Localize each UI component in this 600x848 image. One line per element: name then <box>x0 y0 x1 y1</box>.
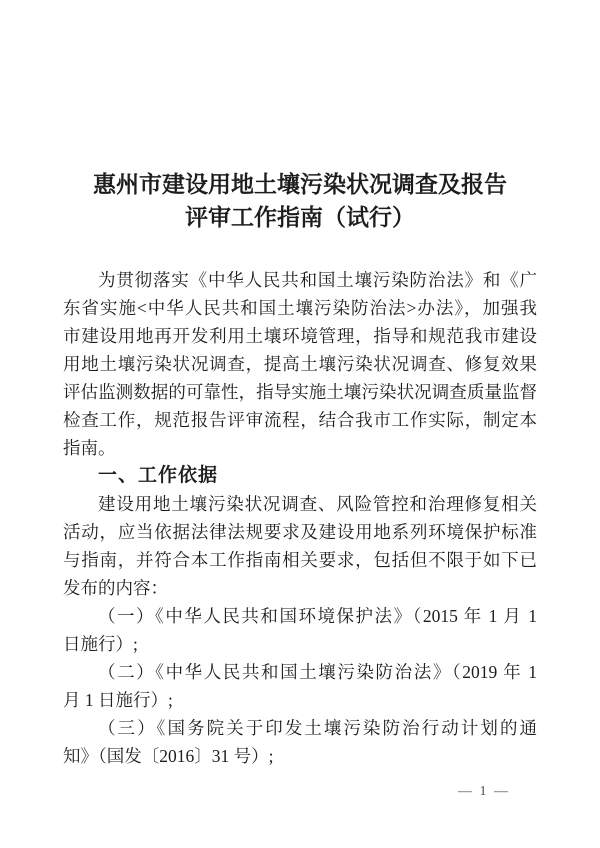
list-item-line: （二）《中华人民共和国土壤污染防治法》（2019 年 1 <box>98 662 537 682</box>
paragraph-line: 为贯彻落实《中华人民共和国土壤污染防治法》和《广 <box>98 270 537 290</box>
paragraph-line: 发布的内容： <box>63 578 168 598</box>
paragraph-line: 建设用地土壤污染状况调查、风险管控和治理修复相关 <box>98 494 537 514</box>
paragraph-line: 检查工作，规范报告评审流程，结合我市工作实际，制定本 <box>63 410 537 430</box>
list-item-line: 日施行）; <box>63 634 138 654</box>
document-title-line-2: 评审工作指南（试行） <box>185 205 415 230</box>
document-title <box>63 168 537 234</box>
list-item-2 <box>63 658 537 714</box>
paragraph-line: 评估监测数据的可靠性，指导实施土壤污染状况调查质量监督 <box>63 382 537 402</box>
section-1-heading: 一、工作依据 <box>98 465 219 486</box>
list-item-line: 知》（国发〔2016〕31 号）; <box>63 746 274 766</box>
section-1-paragraph <box>63 490 537 602</box>
paragraph-line: 活动，应当依据法律法规要求及建设用地系列环境保护标准 <box>63 522 537 542</box>
list-item-line: 月 1 日施行）; <box>63 690 173 710</box>
document-title-line-1: 惠州市建设用地土壤污染状况调查及报告 <box>93 172 507 197</box>
list-item-line: （一）《中华人民共和国环境保护法》（2015 年 1 月 1 <box>98 606 537 626</box>
page-content <box>63 0 537 770</box>
paragraph-line: 市建设用地再开发利用土壤环境管理，指导和规范我市建设 <box>63 326 537 346</box>
paragraph-line: 用地土壤污染状况调查，提高土壤污染状况调查、修复效果 <box>63 354 537 374</box>
list-item-line: （三）《国务院关于印发土壤污染防治行动计划的通 <box>98 718 537 738</box>
list-item-3 <box>63 714 537 770</box>
paragraph-line: 指南。 <box>63 438 116 458</box>
paragraph-line: 与指南，并符合本工作指南相关要求，包括但不限于如下已 <box>63 550 537 570</box>
page-number: — 1 — <box>458 784 510 799</box>
paragraph-line: 东省实施<中华人民共和国土壤污染防治法>办法》，加强我 <box>63 298 537 318</box>
intro-paragraph <box>63 266 537 462</box>
list-item-1 <box>63 602 537 658</box>
